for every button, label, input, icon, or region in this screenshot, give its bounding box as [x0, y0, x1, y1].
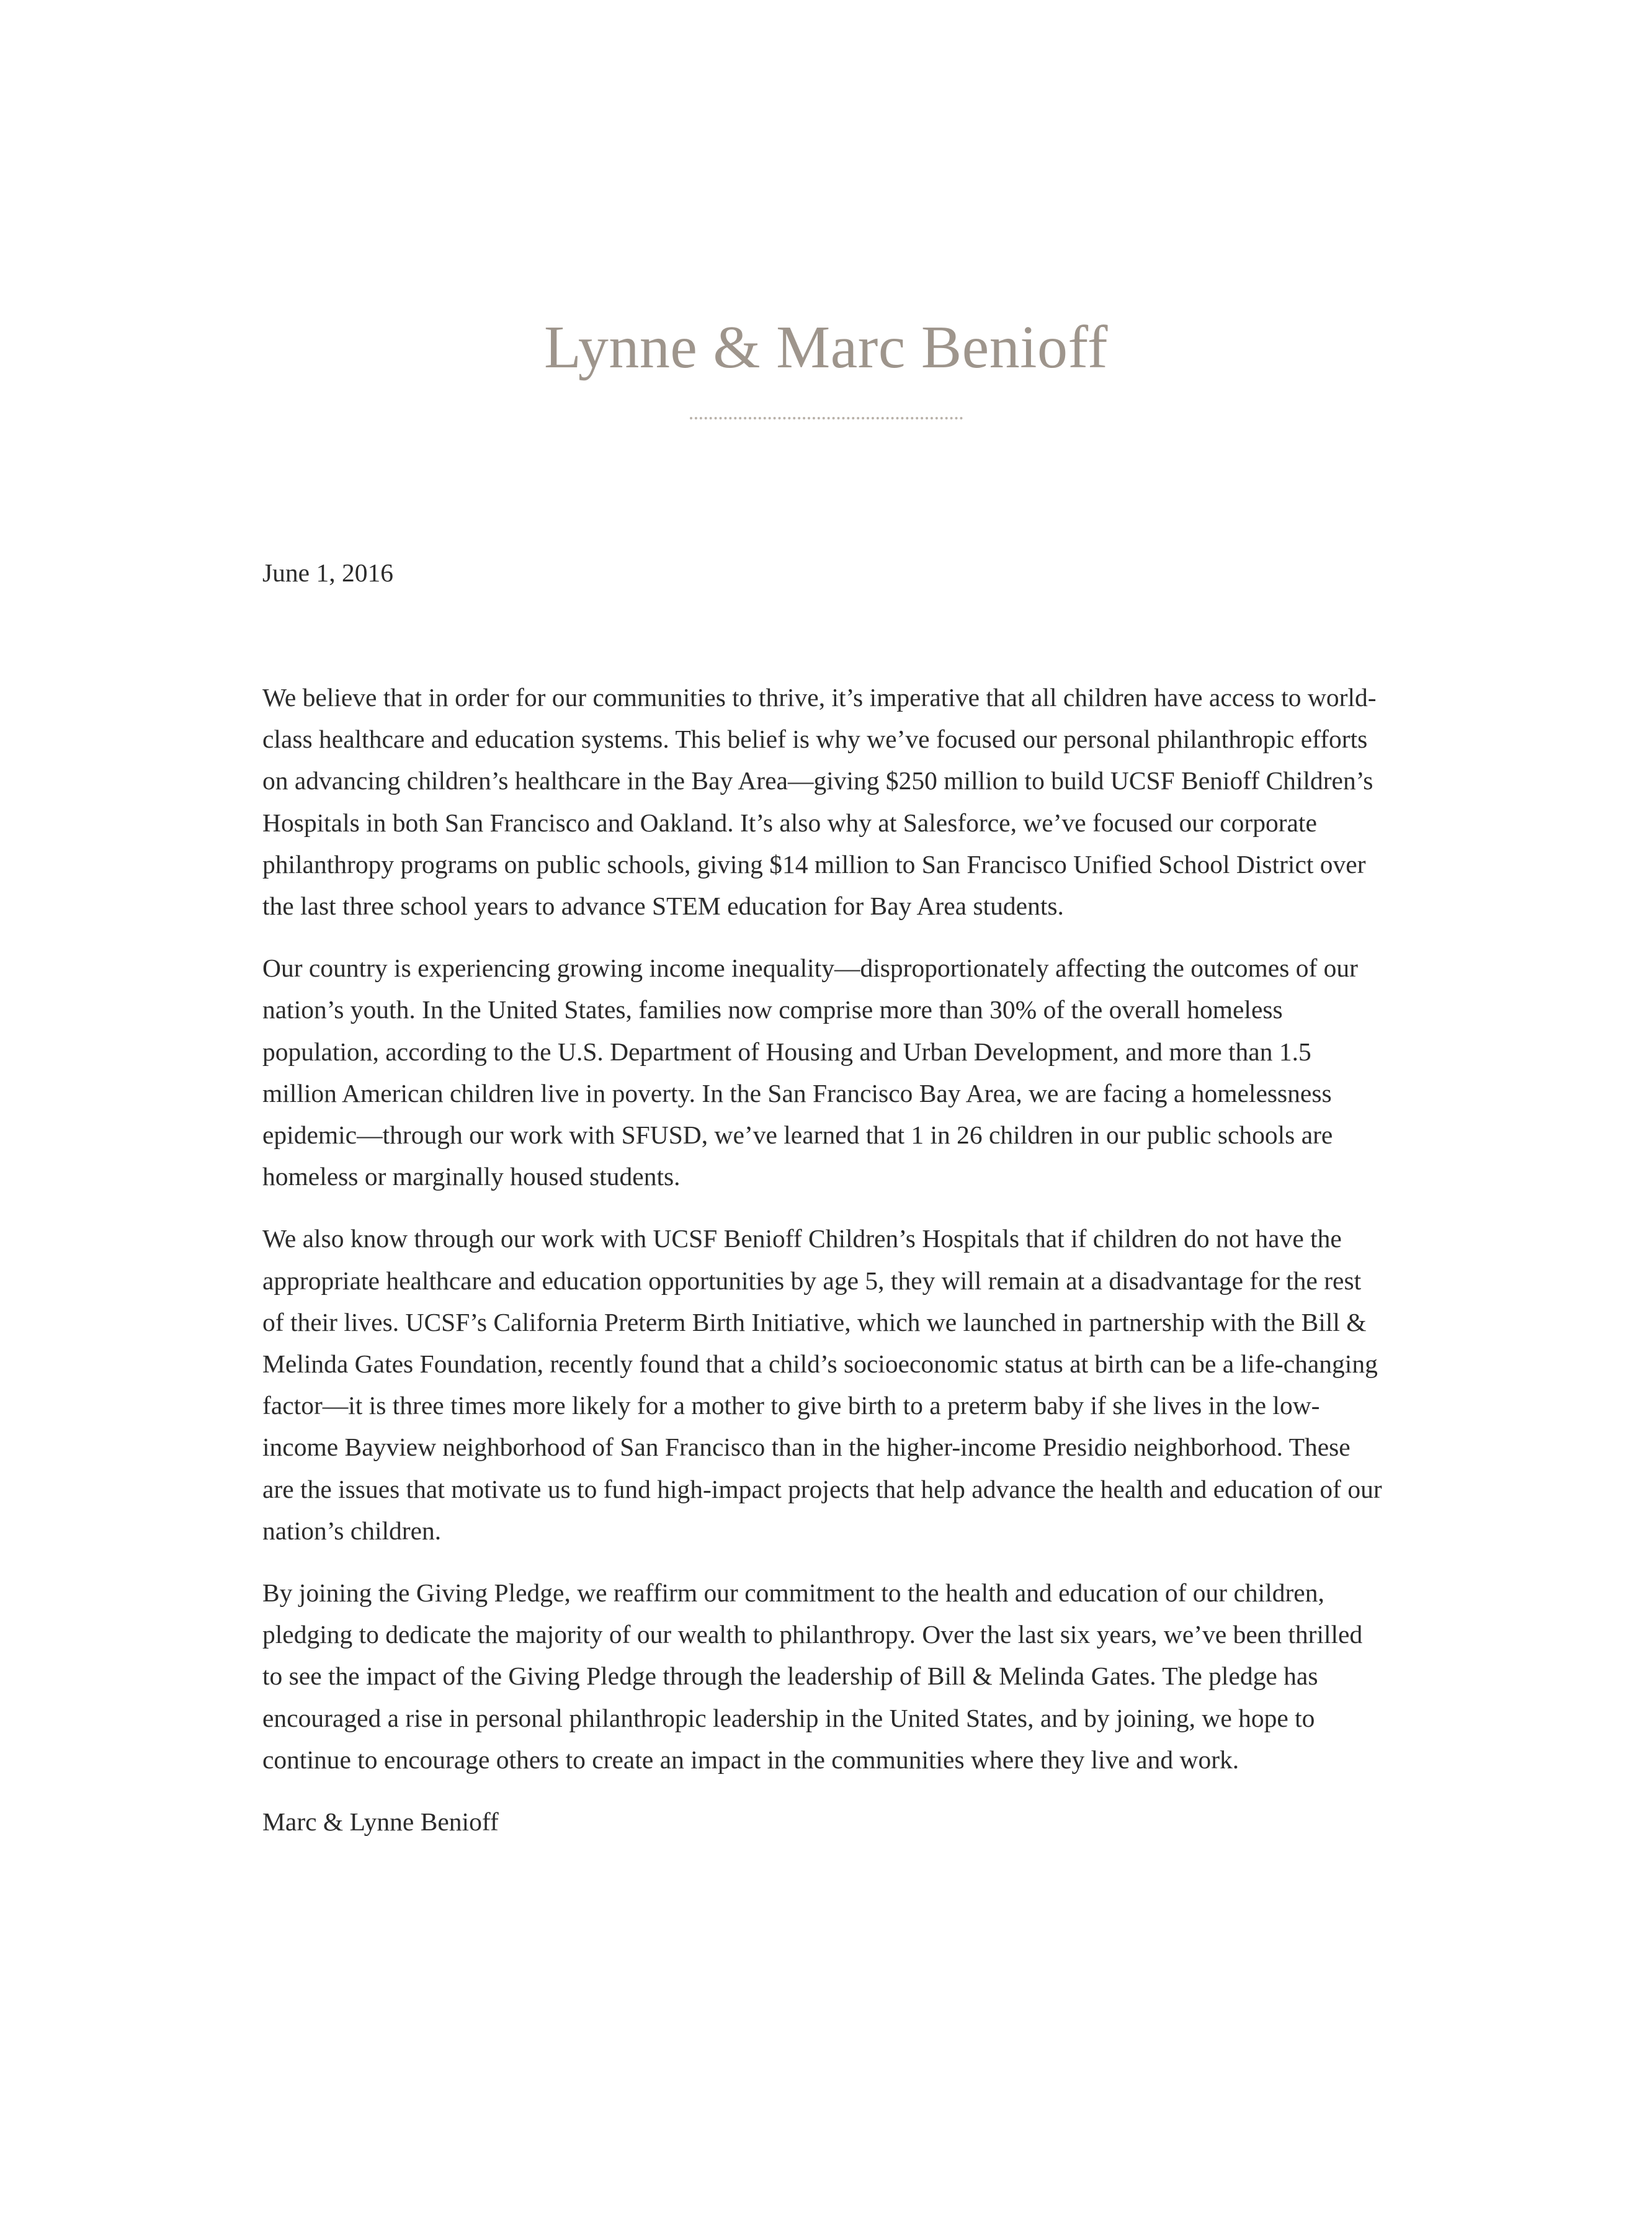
letter-date: June 1, 2016: [262, 558, 393, 587]
letter-paragraphs: [262, 677, 1385, 1843]
letter-title: Lynne & Marc Benioff: [543, 314, 1109, 381]
letter-body: [262, 552, 1385, 1863]
paragraph-2: Our country is experiencing growing income inequality—disproportionately affecting the outcomes of our nation’s youth. In the United States, families now comprise more than 30% of the overall homeless population, according to the U.S. Department of Housing and Urban Development, and more than 1.5 million American children live in poverty. In the San Francisco Bay Area, we are facing a homelessness epidemic—through our work with SFUSD, we’ve learned that 1 in 26 children in our public schools are homeless or marginally housed students.: [262, 954, 1358, 1191]
letter-header: [0, 310, 1652, 419]
paragraph-3: We also know through our work with UCSF Benioff Children’s Hospitals that if children do not have the appropriate healthcare and education opportunities by age 5, they will remain at a disadvantage for the rest of their lives. UCSF’s California Preterm Birth Initiative, which we launched in partnership with the Bill & Melinda Gates Foundation, recently found that a child’s socioeconomic status at birth can be a life-changing factor—it is three times more likely for a mother to give birth to a preterm baby if she lives in the low-income Bayview neighborhood of San Francisco than in the higher-income Presidio neighborhood. These are the issues that motivate us to fund high-impact projects that help advance the health and education of our nation’s children.: [262, 1224, 1382, 1545]
signature: Marc & Lynne Benioff: [262, 1807, 499, 1837]
dotted-divider: [690, 417, 963, 419]
paragraph-1: We believe that in order for our communities to thrive, it’s imperative that all children have access to world-class healthcare and education systems. This belief is why we’ve focused our personal philanthropic efforts on advancing children’s healthcare in the Bay Area—giving $250 million to build UCSF Benioff Children’s Hospitals in both San Francisco and Oakland. It’s also why at Salesforce, we’ve focused our corporate philanthropy programs on public schools, giving $14 million to San Francisco Unified School District over the last three school years to advance STEM education for Bay Area students.: [262, 683, 1377, 921]
paragraph-4: By joining the Giving Pledge, we reaffirm our commitment to the health and education of our children, pledging to dedicate the majority of our wealth to philanthropy. Over the last six years, we’ve been thrilled to see the impact of the Giving Pledge through the leadership of Bill & Melinda Gates. The pledge has encouraged a rise in personal philanthropic leadership in the United States, and by joining, we hope to continue to encourage others to create an impact in the communities where they live and work.: [262, 1578, 1363, 1774]
